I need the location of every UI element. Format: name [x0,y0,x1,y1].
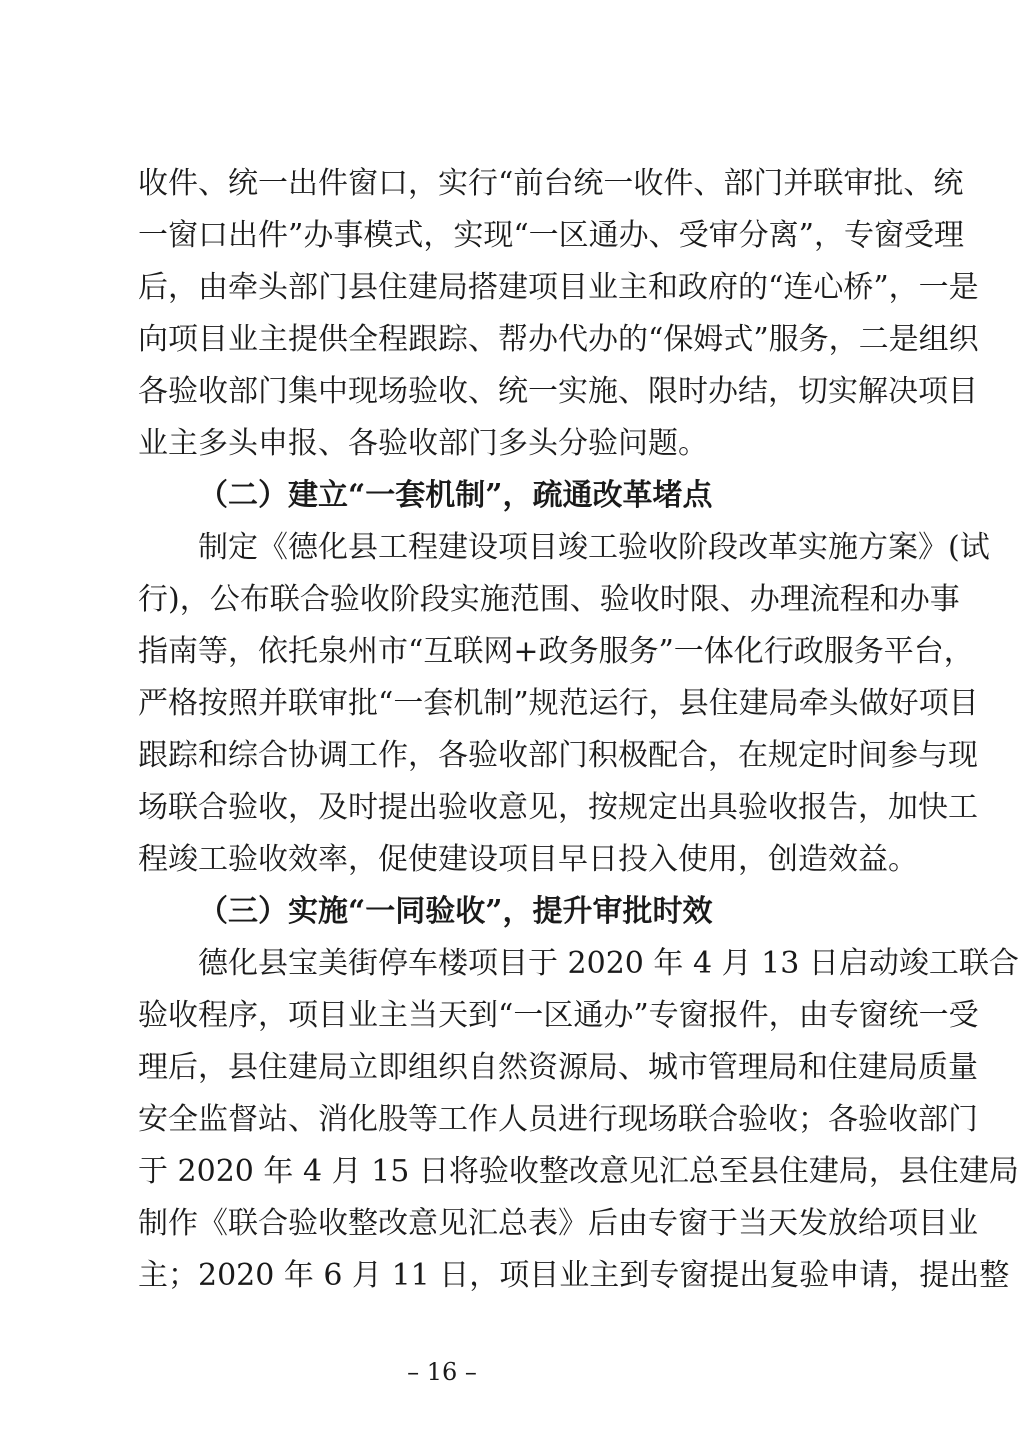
body-line: 主；2020 年 6 月 11 日，项目业主到专窗提出复验申请，提出整 [138,1258,1010,1293]
body-line: 理后，县住建局立即组织自然资源局、城市管理局和住建局质量 [138,1050,978,1085]
body-line: 向项目业主提供全程跟踪、帮办代办的“保姆式”服务，二是组织 [138,322,979,357]
section-heading-2: （二）建立“一套机制”，疏通改革堵点 [198,478,713,513]
body-line: 德化县宝美街停车楼项目于 2020 年 4 月 13 日启动竣工联合 [198,946,1019,981]
body-line: 业主多头申报、各验收部门多头分验问题。 [138,426,708,461]
body-line: 场联合验收，及时提出验收意见，按规定出具验收报告，加快工 [138,790,978,825]
section-heading-3: （三）实施“一同验收”，提升审批时效 [198,894,713,929]
body-line: 跟踪和综合协调工作，各验收部门积极配合，在规定时间参与现 [138,738,978,773]
page-number: – 16 – [407,1358,477,1386]
body-line: 严格按照并联审批“一套机制”规范运行，县住建局牵头做好项目 [138,686,979,721]
body-line: 制定《德化县工程建设项目竣工验收阶段改革实施方案》(试 [198,530,990,565]
body-line: 收件、统一出件窗口，实行“前台统一收件、部门并联审批、统 [138,166,964,201]
body-line: 验收程序，项目业主当天到“一区通办”专窗报件，由专窗统一受 [138,998,979,1033]
body-line: 安全监督站、消化股等工作人员进行现场联合验收；各验收部门 [138,1102,978,1137]
body-line: 后，由牵头部门县住建局搭建项目业主和政府的“连心桥”，一是 [138,270,979,305]
body-line: 于 2020 年 4 月 15 日将验收整改意见汇总至县住建局，县住建局 [138,1154,1019,1189]
body-line: 各验收部门集中现场验收、统一实施、限时办结，切实解决项目 [138,374,978,409]
body-line: 一窗口出件”办事模式，实现“一区通办、受审分离”，专窗受理 [138,218,965,253]
body-line: 制作《联合验收整改意见汇总表》后由专窗于当天发放给项目业 [138,1206,978,1241]
body-line: 行)，公布联合验收阶段实施范围、验收时限、办理流程和办事 [138,582,960,617]
body-line: 指南等，依托泉州市“互联网+政务服务”一体化行政服务平台， [138,634,974,669]
body-line: 程竣工验收效率，促使建设项目早日投入使用，创造效益。 [138,842,918,877]
